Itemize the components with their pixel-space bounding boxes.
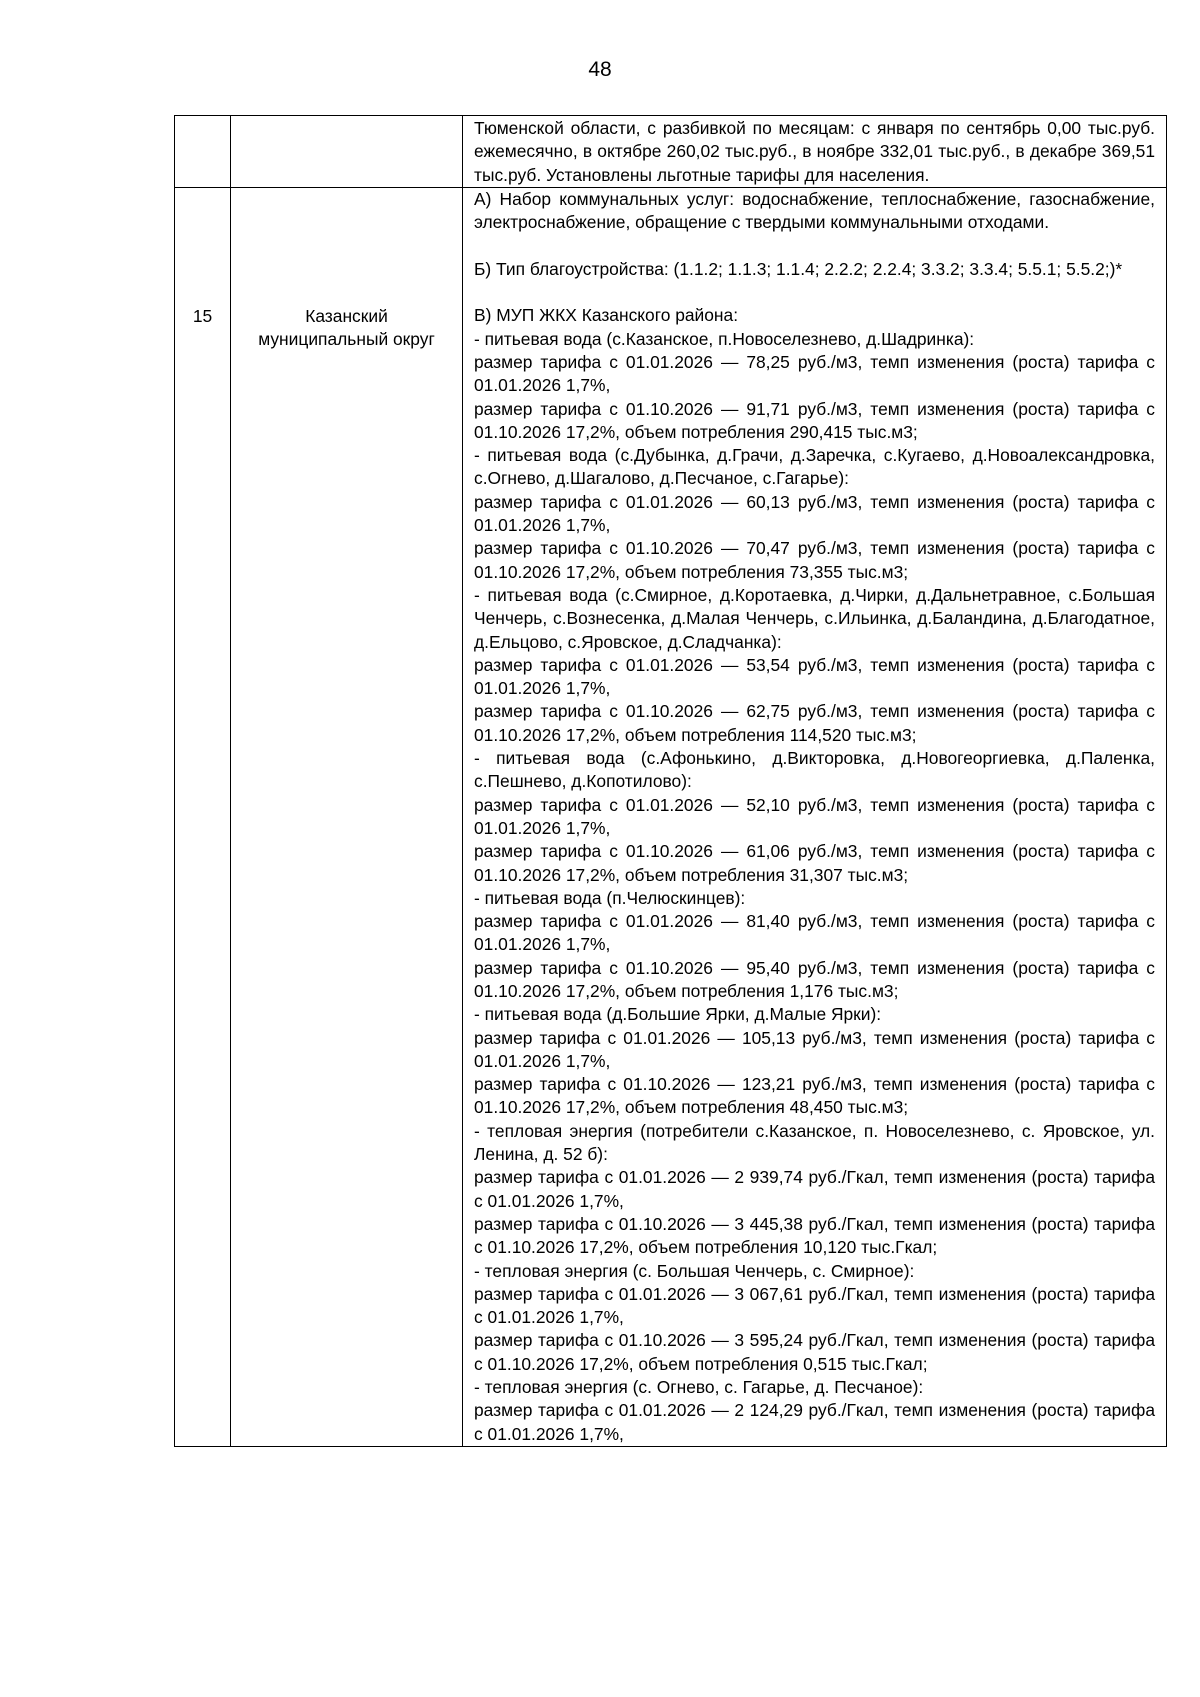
row-number-cell xyxy=(175,116,231,188)
provider-heading: В) МУП ЖКХ Казанского района: xyxy=(474,305,739,326)
tariff-list-item: размер тарифа с 01.01.2026 — 2 124,29 руб./Гкал, темп изменения (роста) тарифа с 01.01.2026 1,7%, xyxy=(474,1400,1155,1444)
tariff-list-item: - питьевая вода (с.Казанское, п.Новоселезнево, д.Шадринка): xyxy=(474,328,975,349)
continuation-text: Тюменской области, с разбивкой по месяцам: с января по сентябрь 0,00 тыс.руб. ежемесячно, в октябре 260,02 тыс.руб., в ноябре 332,01 тыс.руб., в декабре 369,51 тыс.руб. Установлены льготные тарифы для населения. xyxy=(474,118,1155,185)
tariff-list-item: размер тарифа с 01.01.2026 — 105,13 руб./м3, темп изменения (роста) тарифа с 01.01.2026 1,7%, xyxy=(474,1027,1155,1071)
municipality-name-line2: муниципальный округ xyxy=(258,329,435,350)
tariff-list-item: размер тарифа с 01.01.2026 — 78,25 руб./м3, темп изменения (роста) тарифа с 01.01.2026 1,7%, xyxy=(474,351,1155,396)
table-row-15 xyxy=(175,187,1167,1446)
tariff-list-item: размер тарифа с 01.01.2026 — 81,40 руб./м3, темп изменения (роста) тарифа с 01.01.2026 1,7%, xyxy=(474,911,1155,955)
municipality-name-cell xyxy=(231,116,463,188)
tariff-list-item: размер тарифа с 01.10.2026 — 3 445,38 руб./Гкал, темп изменения (роста) тарифа с 01.10.2026 17,2%, объем потребления 10,120 тыс.Гкал; xyxy=(474,1213,1155,1258)
tariff-list-item: размер тарифа с 01.01.2026 — 52,10 руб./м3, темп изменения (роста) тарифа с 01.01.2026 1,7%, xyxy=(474,794,1155,838)
municipality-name-cell xyxy=(231,187,463,1446)
table-row-continuation xyxy=(175,116,1167,188)
municipality-name-line1: Казанский xyxy=(305,305,388,326)
tariff-list-item: размер тарифа с 01.10.2026 — 123,21 руб./м3, темп изменения (роста) тарифа с 01.10.2026 17,2%, объем потребления 48,450 тыс.м3; xyxy=(474,1074,1155,1118)
municipality-name xyxy=(231,188,462,352)
tariff-list-item: размер тарифа с 01.01.2026 — 53,54 руб./м3, темп изменения (роста) тарифа с 01.01.2026 1,7%, xyxy=(474,654,1155,699)
tariff-list-item: - питьевая вода (с.Афонькино, д.Викторовка, д.Новогеоргиевка, д.Паленка, с.Пешнево, д.Копотилово): xyxy=(474,748,1155,792)
tariff-list-item: - тепловая энергия (с. Огнево, с. Гагарье, д. Песчаное): xyxy=(474,1377,924,1398)
tariff-list-item: размер тарифа с 01.10.2026 — 91,71 руб./м3, темп изменения (роста) тарифа с 01.10.2026 17,2%, объем потребления 290,415 тыс.м3; xyxy=(474,398,1155,442)
tariff-list-item: размер тарифа с 01.10.2026 — 95,40 руб./м3, темп изменения (роста) тарифа с 01.10.2026 17,2%, объем потребления 1,176 тыс.м3; xyxy=(474,957,1155,1001)
tariff-list-item: - тепловая энергия (с. Большая Ченчерь, с. Смирное): xyxy=(474,1260,915,1281)
tariff-list-item: - питьевая вода (п.Челюскинцев): xyxy=(474,887,746,908)
tariff-list-item: - питьевая вода (с.Дубынка, д.Грачи, д.Заречка, с.Кугаево, д.Новоалександровка, с.Огнево, д.Шагалово, д.Песчаное, с.Гагарье): xyxy=(474,445,1155,489)
improvement-type-paragraph: Б) Тип благоустройства: (1.1.2; 1.1.3; 1.1.4; 2.2.2; 2.2.4; 3.3.2; 3.3.4; 5.5.1; 5.5.2;)* xyxy=(474,258,1123,279)
description-cell xyxy=(463,116,1167,188)
tariff-list-item: - питьевая вода (с.Смирное, д.Коротаевка, д.Чирки, д.Дальнетравное, с.Большая Ченчерь, с.Вознесенка, д.Малая Ченчерь, с.Ильинка, д.Баландина, д.Благодатное, д.Ельцово, с.Яровское, д.Сладчанка): xyxy=(474,584,1155,652)
description-cell xyxy=(463,187,1167,1446)
tariff-list-item: размер тарифа с 01.10.2026 — 61,06 руб./м3, темп изменения (роста) тарифа с 01.10.2026 17,2%, объем потребления 31,307 тыс.м3; xyxy=(474,841,1155,885)
row-number: 15 xyxy=(192,305,213,326)
tariff-table xyxy=(174,115,1167,1447)
tariff-list-item: - питьевая вода (д.Большие Ярки, д.Малые Ярки): xyxy=(474,1004,882,1025)
page-number: 48 xyxy=(588,58,612,81)
tariff-list-item: размер тарифа с 01.10.2026 — 3 595,24 руб./Гкал, темп изменения (роста) тарифа с 01.10.2026 17,2%, объем потребления 0,515 тыс.Гкал; xyxy=(474,1330,1155,1374)
tariff-list-item: размер тарифа с 01.10.2026 — 62,75 руб./м3, темп изменения (роста) тарифа с 01.10.2026 17,2%, объем потребления 114,520 тыс.м3; xyxy=(474,701,1155,745)
tariff-list-item: размер тарифа с 01.10.2026 — 70,47 руб./м3, темп изменения (роста) тарифа с 01.10.2026 17,2%, объем потребления 73,355 тыс.м3; xyxy=(474,538,1155,582)
services-paragraph: А) Набор коммунальных услуг: водоснабжение, теплоснабжение, газоснабжение, электроснабжение, обращение с твердыми коммунальными отходами. xyxy=(474,188,1155,233)
tariff-list-item: размер тарифа с 01.01.2026 — 2 939,74 руб./Гкал, темп изменения (роста) тарифа с 01.01.2026 1,7%, xyxy=(474,1167,1155,1211)
tariff-items-list xyxy=(474,328,1155,1446)
tariff-list-item: размер тарифа с 01.01.2026 — 60,13 руб./м3, темп изменения (роста) тарифа с 01.01.2026 1,7%, xyxy=(474,491,1155,536)
tariff-list-item: - тепловая энергия (потребители с.Казанское, п. Новоселезнево, с. Яровское, ул. Ленина, д. 52 б): xyxy=(474,1120,1155,1165)
tariff-list-item: размер тарифа с 01.01.2026 — 3 067,61 руб./Гкал, темп изменения (роста) тарифа с 01.01.2026 1,7%, xyxy=(474,1283,1155,1328)
row-number-cell xyxy=(175,187,231,1446)
